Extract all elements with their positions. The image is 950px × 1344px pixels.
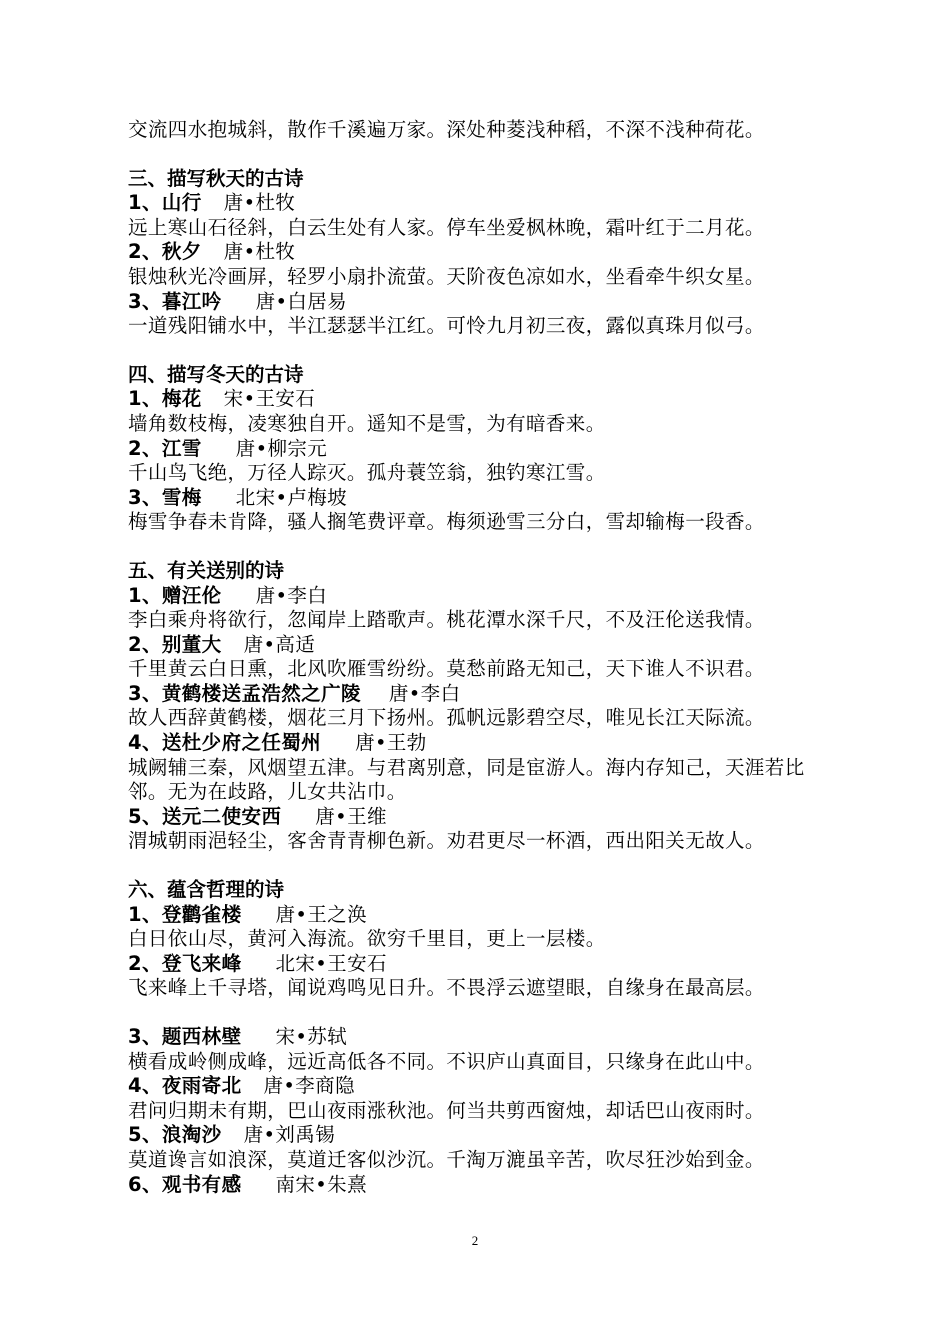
- poem-text: 飞来峰上千寻塔，闻说鸡鸣见日升。不畏浮云遮望眼，自缘身在最高层。: [128, 976, 765, 1000]
- section-heading: 四、描写冬天的古诗: [128, 362, 304, 386]
- poem-author: 唐•白居易: [255, 289, 348, 313]
- poem-title: 5、送元二使安西: [128, 804, 282, 828]
- poem-text: 横看成岭侧成峰，远近高低各不同。不识庐山真面目，只缘身在此山中。: [128, 1049, 765, 1073]
- poem-text: 远上寒山石径斜，白云生处有人家。停车坐爱枫林晚，霜叶红于二月花。: [128, 215, 765, 239]
- poem-author: 唐•李白: [388, 681, 461, 705]
- poem-title-line: [128, 486, 828, 511]
- poem-author: 唐•李商隐: [263, 1074, 355, 1098]
- poem-title: 4、送杜少府之任蜀州: [128, 731, 322, 755]
- poem-text: 故人西辞黄鹤楼，烟花三月下扬州。孤帆远影碧空尽，唯见长江天际流。: [128, 706, 765, 730]
- poem-title-line: [128, 952, 828, 977]
- poem-title: 3、暮江吟: [128, 289, 222, 313]
- poem-text: 白日依山尽，黄河入海流。欲穷千里目，更上一层楼。: [128, 927, 606, 951]
- poem-title-line: [128, 682, 828, 707]
- poem-author: 唐•高适: [243, 632, 316, 656]
- poem-title: 1、梅花: [128, 387, 202, 411]
- poem-title: 1、山行: [128, 191, 202, 215]
- poem-title: 2、秋夕: [128, 240, 202, 264]
- poem-title-line: [128, 1123, 828, 1148]
- poem-title-line: [128, 437, 828, 462]
- section-heading: 三、描写秋天的古诗: [128, 166, 304, 190]
- poem-text: 莫道谗言如浪深，莫道迁客似沙沉。千淘万漉虽辛苦，吹尽狂沙始到金。: [128, 1147, 765, 1171]
- poem-author: 宋•王安石: [223, 387, 316, 411]
- intro-line: 交流四水抱城斜，散作千溪遍万家。深处种菱浅种稻，不深不浅种荷花。: [128, 118, 765, 141]
- poem-title-line: [128, 903, 828, 928]
- section-heading: 五、有关送别的诗: [128, 558, 285, 582]
- poem-text: 千山鸟飞绝，万径人踪灭。孤舟蓑笠翁，独钓寒江雪。: [128, 461, 606, 485]
- poem-title: 5、浪淘沙: [128, 1123, 222, 1147]
- poem-author: 唐•王勃: [355, 731, 427, 755]
- poem-title: 2、登飞来峰: [128, 951, 242, 975]
- poem-author: 唐•柳宗元: [235, 436, 328, 460]
- poem-author: 唐•杜牧: [223, 191, 296, 215]
- poem-author: 唐•王之涣: [275, 902, 367, 926]
- poem-text: 一道残阳铺水中，半江瑟瑟半江红。可怜九月初三夜，露似真珠月似弓。: [128, 314, 765, 338]
- poem-title: 4、夜雨寄北: [128, 1074, 242, 1098]
- poem-text: 李白乘舟将欲行，忽闻岸上踏歌声。桃花潭水深千尺，不及汪伦送我情。: [128, 608, 765, 632]
- document-body: [128, 118, 828, 1197]
- poem-title: 6、观书有感: [128, 1172, 242, 1196]
- poem-title: 3、雪梅: [128, 485, 202, 509]
- poem-title: 2、别董大: [128, 632, 222, 656]
- poem-title-line: [128, 387, 828, 412]
- poem-author: 北宋•卢梅坡: [235, 485, 348, 509]
- poem-title-line: [128, 191, 828, 216]
- poem-text: 城阙辅三秦，风烟望五津。与君离别意，同是宦游人。海内存知己，天涯若比邻。无为在歧路，儿女共沾巾。: [128, 755, 805, 804]
- poem-title-line: [128, 731, 828, 756]
- poem-title-line: [128, 805, 828, 830]
- poem-text: 渭城朝雨浥轻尘，客舍青青柳色新。劝君更尽一杯酒，西出阳关无故人。: [128, 829, 765, 853]
- poem-text: 君问归期未有期，巴山夜雨涨秋池。何当共剪西窗烛，却话巴山夜雨时。: [128, 1098, 765, 1122]
- poem-title: 1、登鹳雀楼: [128, 902, 242, 926]
- poem-title: 1、赠汪伦: [128, 583, 222, 607]
- poem-title-line: [128, 1074, 828, 1099]
- poem-title: 3、题西林壁: [128, 1025, 242, 1048]
- poem-text: 千里黄云白日熏，北风吹雁雪纷纷。莫愁前路无知己，天下谁人不识君。: [128, 657, 765, 681]
- poem-author: 南宋•朱熹: [275, 1172, 367, 1196]
- poem-text: 银烛秋光冷画屏，轻罗小扇扑流萤。天阶夜色凉如水，坐看牵牛织女星。: [128, 264, 765, 288]
- section-heading: 六、蕴含哲理的诗: [128, 878, 285, 902]
- poem-author: 唐•刘禹锡: [243, 1123, 336, 1147]
- poem-title-line: [128, 1173, 828, 1198]
- poem-text: 墙角数枝梅，凌寒独自开。遥知不是雪，为有暗香来。: [128, 411, 606, 435]
- poem-title-line: [128, 584, 828, 609]
- poem-title-line: [128, 240, 828, 265]
- poem-author: 宋•苏轼: [275, 1025, 348, 1048]
- page-number: 2: [471, 1233, 479, 1248]
- poem-text: 梅雪争春未肯降，骚人搁笔费评章。梅须逊雪三分白，雪却输梅一段香。: [128, 510, 765, 534]
- poem-author: 唐•李白: [255, 583, 328, 607]
- poem-author: 唐•王维: [315, 804, 387, 828]
- poem-author: 北宋•王安石: [275, 951, 387, 975]
- poem-title: 3、黄鹤楼送孟浩然之广陵: [128, 681, 361, 705]
- poem-author: 唐•杜牧: [223, 240, 296, 264]
- poem-title-line: [128, 633, 828, 658]
- poem-title-line: [128, 1025, 828, 1050]
- poem-title: 2、江雪: [128, 436, 202, 460]
- poem-title-line: [128, 290, 828, 315]
